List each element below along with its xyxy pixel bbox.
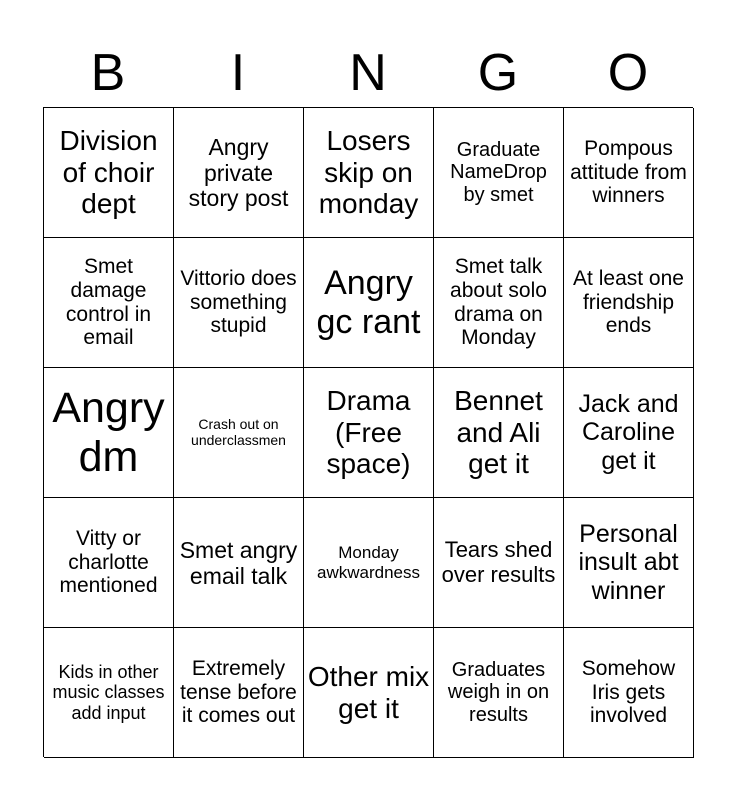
bingo-cell[interactable] xyxy=(304,628,434,758)
bingo-cell[interactable] xyxy=(304,498,434,628)
cell-text: Division of choir dept xyxy=(59,125,158,220)
bingo-cell[interactable] xyxy=(174,108,304,238)
bingo-cell[interactable] xyxy=(44,498,174,628)
bingo-cell[interactable] xyxy=(304,108,434,238)
bingo-cell[interactable] xyxy=(44,368,174,498)
cell-text: Other mix get it xyxy=(307,660,430,724)
bingo-cell[interactable] xyxy=(44,628,174,758)
cell-text: At least one friendship ends xyxy=(573,266,684,338)
header-letter-g: G xyxy=(477,44,519,102)
cell-text: Vitty or charlotte mentioned xyxy=(59,526,158,598)
bingo-cell[interactable] xyxy=(44,238,174,368)
bingo-cell[interactable] xyxy=(564,238,694,368)
cell-text: Somehow Iris gets involved xyxy=(581,656,676,728)
cell-text: Jack and Caroline get it xyxy=(578,390,679,475)
bingo-cell[interactable] xyxy=(564,108,694,238)
cell-text: Angry dm xyxy=(52,383,165,481)
bingo-cell[interactable] xyxy=(434,628,564,758)
bingo-cell[interactable] xyxy=(434,368,564,498)
cell-text: Angry private story post xyxy=(188,133,289,212)
bingo-cell[interactable] xyxy=(564,498,694,628)
bingo-card-grid xyxy=(43,107,693,757)
bingo-cell[interactable] xyxy=(564,368,694,498)
cell-text: Smet angry email talk xyxy=(179,536,298,589)
bingo-cell[interactable] xyxy=(44,108,174,238)
header-letter-o: O xyxy=(607,44,649,102)
cell-text: Crash out on underclassmen xyxy=(191,415,286,448)
cell-text: Graduate NameDrop by smet xyxy=(450,138,547,206)
cell-text: Smet talk about solo drama on Monday xyxy=(450,255,547,350)
bingo-header xyxy=(43,40,693,106)
cell-text: Losers skip on monday xyxy=(318,125,419,220)
bingo-cell[interactable] xyxy=(564,628,694,758)
bingo-cell[interactable] xyxy=(434,108,564,238)
cell-text: Vittorio does something stupid xyxy=(180,266,297,338)
bingo-cell[interactable] xyxy=(174,238,304,368)
cell-text: Angry gc rant xyxy=(316,264,421,341)
cell-text: Monday awkwardness xyxy=(317,543,420,582)
cell-text: Drama (Free space) xyxy=(326,385,411,480)
bingo-cell[interactable] xyxy=(304,368,434,498)
bingo-cell[interactable] xyxy=(174,628,304,758)
header-letter-n: N xyxy=(349,44,387,102)
cell-text: Pompous attitude from winners xyxy=(570,136,687,208)
cell-text: Tears shed over results xyxy=(441,536,556,587)
cell-text: Graduates weigh in on results xyxy=(447,658,550,726)
header-letter-b: B xyxy=(90,44,126,102)
bingo-cell[interactable] xyxy=(174,498,304,628)
cell-text: Extremely tense before it comes out xyxy=(180,656,297,728)
header-letter-i: I xyxy=(230,44,246,102)
bingo-cell[interactable] xyxy=(174,368,304,498)
bingo-cell[interactable] xyxy=(434,238,564,368)
cell-text: Personal insult abt winner xyxy=(578,520,679,605)
cell-text: Kids in other music classes add input xyxy=(52,662,165,723)
cell-text: Smet damage control in email xyxy=(65,255,152,350)
bingo-cell[interactable] xyxy=(304,238,434,368)
cell-text: Bennet and Ali get it xyxy=(454,385,543,480)
bingo-cell[interactable] xyxy=(434,498,564,628)
